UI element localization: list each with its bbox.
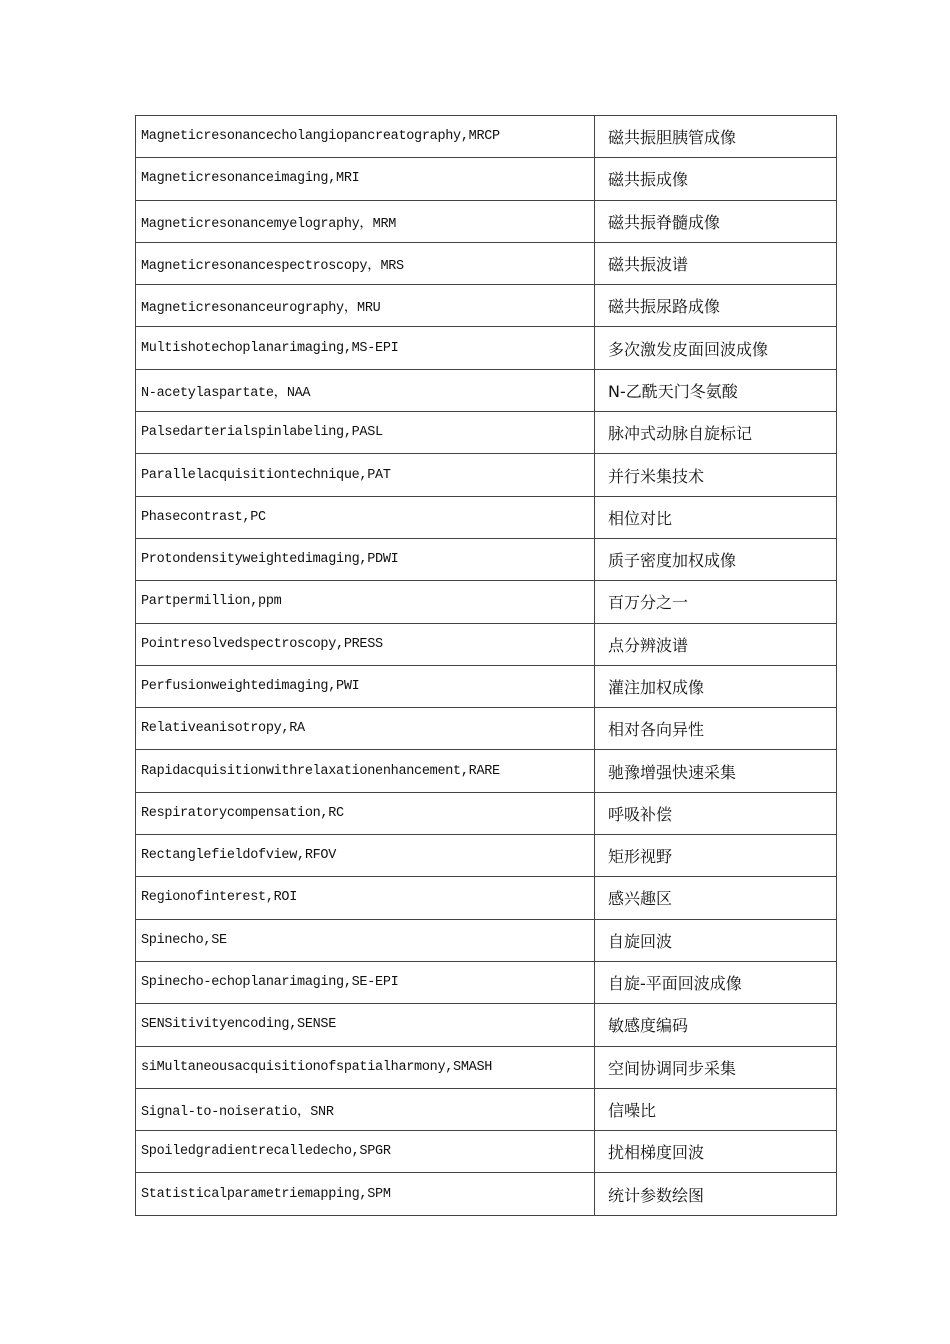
- english-term-cell: Statisticalparametriemapping,SPM: [136, 1173, 595, 1215]
- chinese-term-cell: 脉冲式动脉自旋标记: [595, 412, 837, 454]
- table-row: [136, 919, 837, 961]
- english-term-cell: SENSitivityencoding,SENSE: [136, 1004, 595, 1046]
- glossary-table: [135, 115, 837, 1216]
- english-term-cell: siMultaneousacquisitionofspatialharmony,SMASH: [136, 1046, 595, 1088]
- table-row: [136, 792, 837, 834]
- chinese-term-cell: 矩形视野: [595, 835, 837, 877]
- english-term-cell: N-acetylaspartate，NAA: [136, 369, 595, 411]
- table-row: [136, 242, 837, 284]
- table-row: [136, 538, 837, 580]
- glossary-body: [136, 116, 837, 1216]
- chinese-term-cell: 驰豫增强快速采集: [595, 750, 837, 792]
- english-term-cell: Perfusionweightedimaging,PWI: [136, 665, 595, 707]
- english-term-cell: Spinecho-echoplanarimaging,SE-EPI: [136, 961, 595, 1003]
- chinese-term-cell: 磁共振成像: [595, 158, 837, 200]
- english-term-cell: Magneticresonanceimaging,MRI: [136, 158, 595, 200]
- table-row: [136, 750, 837, 792]
- table-row: [136, 1088, 837, 1130]
- chinese-term-cell: 呼吸补偿: [595, 792, 837, 834]
- chinese-term-cell: N-乙酰天门冬氨酸: [595, 369, 837, 411]
- table-row: [136, 1131, 837, 1173]
- chinese-term-cell: 百万分之一: [595, 581, 837, 623]
- english-term-cell: Relativeanisotropy,RA: [136, 708, 595, 750]
- english-term-cell: Rectanglefieldofview,RFOV: [136, 835, 595, 877]
- chinese-term-cell: 灌注加权成像: [595, 665, 837, 707]
- chinese-term-cell: 点分辨波谱: [595, 623, 837, 665]
- chinese-term-cell: 扰相梯度回波: [595, 1131, 837, 1173]
- table-row: [136, 412, 837, 454]
- english-term-cell: Respiratorycompensation,RC: [136, 792, 595, 834]
- english-term-cell: Magneticresonanceurography，MRU: [136, 285, 595, 327]
- table-row: [136, 116, 837, 158]
- chinese-term-cell: 磁共振波谱: [595, 242, 837, 284]
- table-row: [136, 1046, 837, 1088]
- english-term-cell: Partpermillion,ppm: [136, 581, 595, 623]
- chinese-term-cell: 统计参数绘图: [595, 1173, 837, 1215]
- english-term-cell: Magneticresonancespectroscopy，MRS: [136, 242, 595, 284]
- chinese-term-cell: 信噪比: [595, 1088, 837, 1130]
- chinese-term-cell: 相位对比: [595, 496, 837, 538]
- chinese-term-cell: 并行米集技术: [595, 454, 837, 496]
- table-row: [136, 496, 837, 538]
- chinese-term-cell: 磁共振脊髓成像: [595, 200, 837, 242]
- table-row: [136, 200, 837, 242]
- english-term-cell: Palsedarterialspinlabeling,PASL: [136, 412, 595, 454]
- table-row: [136, 1004, 837, 1046]
- table-row: [136, 623, 837, 665]
- table-row: [136, 665, 837, 707]
- english-term-cell: Spoiledgradientrecalledecho,SPGR: [136, 1131, 595, 1173]
- table-row: [136, 158, 837, 200]
- english-term-cell: Protondensityweightedimaging,PDWI: [136, 538, 595, 580]
- english-term-cell: Parallelacquisitiontechnique,PAT: [136, 454, 595, 496]
- chinese-term-cell: 磁共振尿路成像: [595, 285, 837, 327]
- table-row: [136, 454, 837, 496]
- table-row: [136, 708, 837, 750]
- table-row: [136, 877, 837, 919]
- english-term-cell: Signal-to-noiseratio，SNR: [136, 1088, 595, 1130]
- table-row: [136, 961, 837, 1003]
- chinese-term-cell: 空间协调同步采集: [595, 1046, 837, 1088]
- english-term-cell: Magneticresonancemyelography，MRM: [136, 200, 595, 242]
- table-row: [136, 835, 837, 877]
- english-term-cell: Phasecontrast,PC: [136, 496, 595, 538]
- chinese-term-cell: 自旋-平面回波成像: [595, 961, 837, 1003]
- chinese-term-cell: 质子密度加权成像: [595, 538, 837, 580]
- chinese-term-cell: 敏感度编码: [595, 1004, 837, 1046]
- chinese-term-cell: 磁共振胆胰管成像: [595, 116, 837, 158]
- table-row: [136, 1173, 837, 1215]
- table-row: [136, 369, 837, 411]
- table-row: [136, 327, 837, 369]
- chinese-term-cell: 相对各向异性: [595, 708, 837, 750]
- english-term-cell: Spinecho,SE: [136, 919, 595, 961]
- chinese-term-cell: 感兴趣区: [595, 877, 837, 919]
- english-term-cell: Magneticresonancecholangiopancreatography,MRCP: [136, 116, 595, 158]
- english-term-cell: Regionofinterest,ROI: [136, 877, 595, 919]
- english-term-cell: Pointresolvedspectroscopy,PRESS: [136, 623, 595, 665]
- table-row: [136, 581, 837, 623]
- english-term-cell: Rapidacquisitionwithrelaxationenhancement,RARE: [136, 750, 595, 792]
- chinese-term-cell: 自旋回波: [595, 919, 837, 961]
- english-term-cell: Multishotechoplanarimaging,MS-EPI: [136, 327, 595, 369]
- chinese-term-cell: 多次激发皮面回波成像: [595, 327, 837, 369]
- table-row: [136, 285, 837, 327]
